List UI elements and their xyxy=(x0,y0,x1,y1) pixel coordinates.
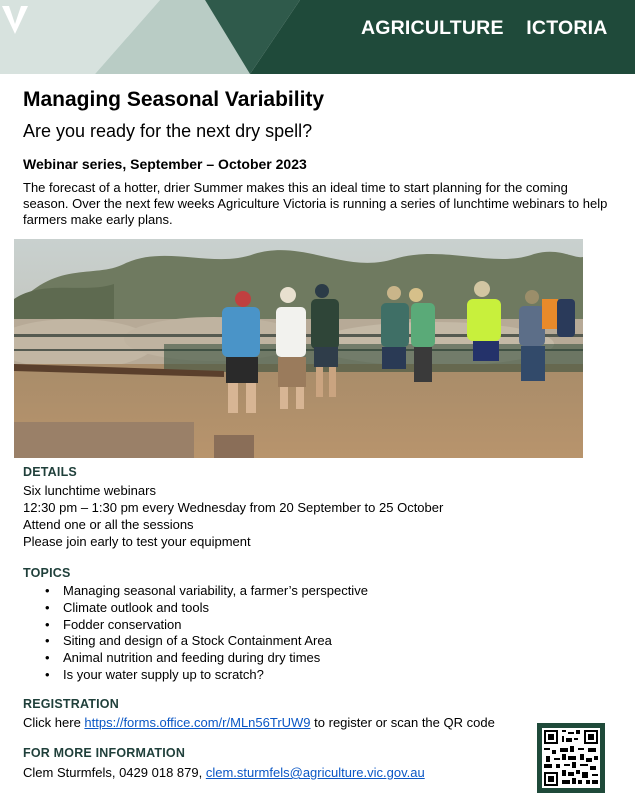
intro-paragraph: The forecast of a hotter, drier Summer makes this an ideal time to start planning for the coming season. Over the next few weeks Agriculture Victoria is running a series of lunchtime webinars to help farmers make early plans. xyxy=(23,180,608,227)
topics-list xyxy=(23,583,368,684)
qr-code[interactable] xyxy=(537,723,605,793)
details-list xyxy=(23,482,443,550)
contact-details: Clem Sturmfels, 0429 018 879, xyxy=(23,765,206,780)
topic-item: • Is your water supply up to scratch? xyxy=(23,667,368,684)
email-link[interactable]: clem.sturmfels@agriculture.vic.gov.au xyxy=(205,765,425,780)
topic-item: • Fodder conservation xyxy=(23,617,368,634)
topic-item: • Siting and design of a Stock Containment Area xyxy=(23,633,368,650)
details-heading: DETAILS xyxy=(23,465,77,479)
details-line: Six lunchtime webinars xyxy=(23,483,156,498)
page-title: Managing Seasonal Variability xyxy=(23,88,325,111)
registration-suffix: to register or scan the QR code xyxy=(310,715,495,730)
registration-heading: REGISTRATION xyxy=(23,697,119,711)
contact-line xyxy=(23,765,425,780)
page-subtitle: Are you ready for the next dry spell? xyxy=(23,121,313,141)
registration-prefix: Click here xyxy=(23,715,85,730)
topics-heading: TOPICS xyxy=(23,566,71,580)
farmers-sheep-yard-photo xyxy=(14,239,583,458)
details-line: Attend one or all the sessions xyxy=(23,517,194,532)
details-line: Please join early to test your equipment xyxy=(23,534,251,549)
info-heading: FOR MORE INFORMATION xyxy=(23,746,186,760)
topic-item: • Climate outlook and tools xyxy=(23,600,368,617)
details-line: 12:30 pm – 1:30 pm every Wednesday from 20 September to 25 October xyxy=(23,500,444,515)
brand-logo-text: AGRICULTURE ICTORIA xyxy=(361,17,608,39)
registration-line xyxy=(23,715,495,730)
header-banner xyxy=(0,0,635,74)
victoria-v-logo-icon xyxy=(0,0,30,36)
topic-item: • Managing seasonal variability, a farmer’s perspective xyxy=(23,583,368,600)
series-heading: Webinar series, September – October 2023 xyxy=(23,156,307,172)
topic-item: • Animal nutrition and feeding during dry times xyxy=(23,650,368,667)
qr-code-icon xyxy=(542,728,600,788)
registration-link[interactable]: https://forms.office.com/r/MLn56TrUW9 xyxy=(84,715,311,730)
